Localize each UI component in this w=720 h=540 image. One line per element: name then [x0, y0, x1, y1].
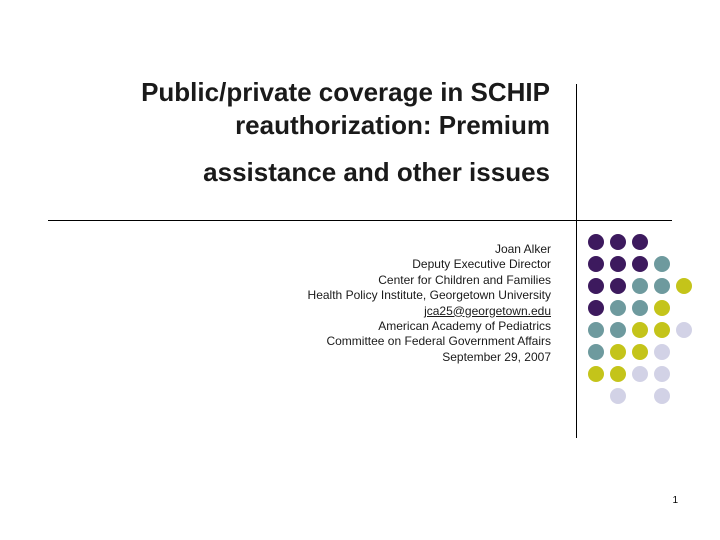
vertical-divider: [576, 84, 577, 438]
teal-dot: [632, 300, 648, 316]
title-line-2: reauthorization: Premium: [235, 110, 550, 140]
purple-dot: [588, 300, 604, 316]
olive-dot: [654, 322, 670, 338]
lavender-dot: [654, 388, 670, 404]
teal-dot: [588, 322, 604, 338]
purple-dot: [610, 278, 626, 294]
slide-title: [10, 76, 550, 189]
purple-dot: [632, 256, 648, 272]
author-institute: Health Policy Institute, Georgetown University: [307, 288, 551, 303]
author-committee: Committee on Federal Government Affairs: [326, 334, 551, 349]
teal-dot: [654, 278, 670, 294]
olive-dot: [632, 344, 648, 360]
author-organization: American Academy of Pediatrics: [378, 319, 551, 334]
title-line-1: Public/private coverage in SCHIP: [141, 77, 550, 107]
teal-dot: [632, 278, 648, 294]
author-name: Joan Alker: [494, 242, 551, 256]
olive-dot: [610, 366, 626, 382]
purple-dot: [632, 234, 648, 250]
lavender-dot: [632, 366, 648, 382]
olive-dot: [676, 278, 692, 294]
author-info: [131, 242, 551, 365]
teal-dot: [610, 322, 626, 338]
teal-dot: [654, 256, 670, 272]
decorative-dot-grid: [588, 234, 694, 410]
horizontal-divider: [48, 220, 672, 221]
presentation-date: September 29, 2007: [442, 349, 551, 364]
author-email-link[interactable]: jca25@georgetown.edu: [424, 303, 551, 318]
purple-dot: [588, 256, 604, 272]
title-line-3: assistance and other issues: [203, 157, 550, 187]
purple-dot: [610, 234, 626, 250]
lavender-dot: [676, 322, 692, 338]
author-center: Center for Children and Families: [378, 272, 551, 287]
teal-dot: [610, 300, 626, 316]
olive-dot: [610, 344, 626, 360]
lavender-dot: [654, 366, 670, 382]
purple-dot: [588, 278, 604, 294]
purple-dot: [610, 256, 626, 272]
olive-dot: [588, 366, 604, 382]
author-position: Deputy Executive Director: [412, 257, 551, 272]
lavender-dot: [654, 344, 670, 360]
lavender-dot: [610, 388, 626, 404]
purple-dot: [588, 234, 604, 250]
olive-dot: [632, 322, 648, 338]
teal-dot: [588, 344, 604, 360]
page-number: 1: [672, 495, 678, 506]
olive-dot: [654, 300, 670, 316]
